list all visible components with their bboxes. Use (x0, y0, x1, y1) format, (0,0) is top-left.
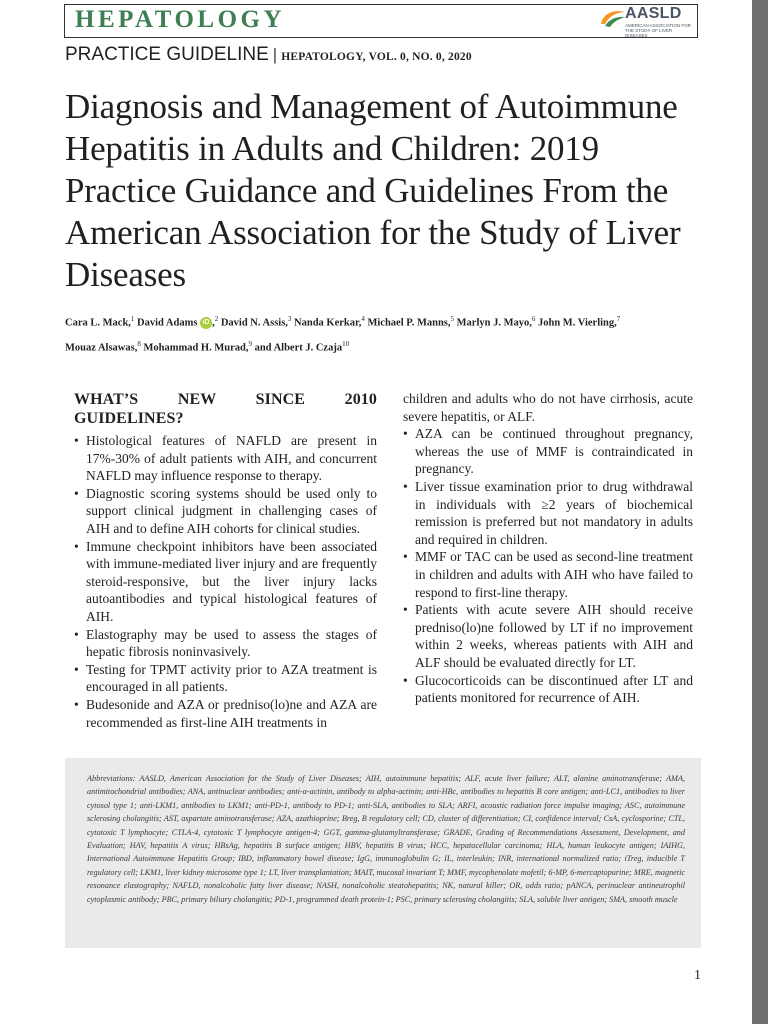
page-number: 1 (694, 968, 701, 983)
author: Mohammad H. Murad, (143, 342, 249, 353)
journal-header (64, 4, 698, 38)
right-column (403, 390, 693, 707)
author: Michael P. Manns, (367, 317, 451, 329)
orcid-icon[interactable]: iD (200, 317, 212, 329)
list-item: • Budesonide and AZA or predniso(lo)ne and AZA are recommended as first-line AIH treatments in (74, 696, 377, 731)
list-item: • Patients with acute severe AIH should receive predniso(lo)ne followed by LT if no improvement within 2 weeks, whereas patients with AIH and ALF should be evaluated directly for LT. (403, 601, 693, 671)
journal-name: HEPATOLOGY (75, 6, 286, 33)
list-item: • AZA can be continued throughout pregnancy, whereas the use of MMF is contraindicated in pregnancy. (403, 425, 693, 478)
list-item: • MMF or TAC can be used as second-line treatment in children and adults with AIH who have failed to respond to first-line therapy. (403, 548, 693, 601)
article-title: Diagnosis and Management of Autoimmune Hepatitis in Adults and Children: 2019 Practice Guidance and Guidelines From the American Association for the Study of Liver Diseases (65, 87, 681, 294)
aasld-leaf-icon (599, 8, 627, 30)
left-column (74, 390, 377, 731)
section-label: PRACTICE GUIDELINE (65, 44, 269, 65)
author: Mouaz Alsawas, (65, 342, 138, 353)
logo-subtext: AMERICAN ASSOCIATION FOR THE STUDY OF LIVER DISEASES (625, 23, 691, 38)
author: David N. Assis, (220, 317, 288, 329)
aasld-logo (599, 6, 695, 36)
affiliation-mark: 7 (616, 315, 621, 323)
list-item: • Elastography may be used to assess the stages of hepatic fibrosis noninvasively. (74, 626, 377, 661)
list-item: • Immune checkpoint inhibitors have been associated with immune-mediated liver injury and are frequently steroid-responsive, but the liver injury lacks autoantibodies and typical histological features of AIH. (74, 538, 377, 626)
affiliation-mark: 10 (342, 339, 350, 348)
author: David Adams (137, 317, 198, 329)
author: Cara L. Mack, (65, 317, 131, 329)
author: John M. Vierling, (538, 317, 617, 329)
section-separator: | (272, 45, 278, 64)
whats-new-list-left (74, 432, 377, 731)
author: Marlyn J. Mayo, (456, 317, 532, 329)
list-item: • Liver tissue examination prior to drug withdrawal in individuals with ≥2 years of biochemical remission is preferred but not mandatory in adults and required in children. (403, 478, 693, 548)
section-heading: WHAT’S NEW SINCE 2010 GUIDELINES? (74, 391, 377, 427)
list-item: • Diagnostic scoring systems should be used only to support clinical judgment in challenging cases of AIH and to define AIH cohorts for clinical studies. (74, 485, 377, 538)
affiliation-mark: 6 (531, 315, 536, 323)
affiliation-mark: 5 (450, 315, 454, 323)
affiliation-mark: 8 (137, 339, 141, 348)
affiliation-mark: 4 (361, 315, 365, 323)
affiliation-mark: 1 (130, 315, 135, 323)
list-item: • Testing for TPMT activity prior to AZA treatment is encouraged in all patients. (74, 661, 377, 696)
abbreviations-box (65, 758, 701, 948)
bullet-continuation: children and adults who do not have cirrhosis, acute severe hepatitis, or ALF. (403, 391, 693, 424)
affiliation-mark: 3 (287, 315, 292, 323)
affiliation-mark: 2 (214, 315, 219, 323)
author: and Albert J. Czaja (254, 342, 343, 353)
logo-wordmark: AASLD (625, 5, 682, 22)
whats-new-list-right (403, 425, 693, 707)
page-edge-strip (752, 0, 768, 1024)
abbreviations-text: Abbreviations: AASLD, American Association for the Study of Liver Diseases; AIH, autoimmune hepatitis; ALF, acute liver failure; ALT, alanine aminotransferase; AMA, antimitochondrial antibodies; ANA, antinuclear antibodies; anti-α-actinin, antibody to alpha-actinin; anti-HBc, antibodies to hepatitis B core antigen; anti-LC1, antibodies to liver cytosol type 1; anti-LKM1, antibodies to LKM1; anti-PD-1, antibody to PD-1; anti-SLA, antibodies to SLA; ARFI, acoustic radiation force impulse imaging; ASC, autoimmune sclerosing cholangitis; AST, aspartate aminotransferase; AZA, azathioprine; Breg, B regulatory cell; CD, cluster of differentiation; CI, confidence interval; CsA, cyclosporine; CTL, cytotoxic T lymphocyte; CTLA-4, cytotoxic T lymphocyte antigen-4; GGT, gamma-glutamyltransferase; GRADE, Grading of Recommendations Assessment, Development, and Evaluation; HAV, hepatitis A virus; HBsAg, hepatitis B surface antigen; HBV, hepatitis B virus; HCC, hepatocellular carcinoma; HLA, human leukocyte antigen; IAIHG, International Autoimmune Hepatitis Group; IBD, inflammatory bowel disease; IgG, immunoglobulin G; IL, interleukin; INR, international normalized ratio; iTreg, inducible T regulatory cell; LKM1, liver kidney microsome type 1; LT, liver transplantation; MAIT, mucosal invariant T; MMF, mycophenolate mofetil; 6-MP, 6-mercaptopurine; MRE, magnetic resonance elastography; NAFLD, nonalcoholic fatty liver disease; NASH, nonalcoholic steatohepatitis; NK, natural killer; OR, odds ratio; pANCA, perinuclear antineutrophil cytoplasmic antibody; PBC, primary biliary cholangitis; PD-1, programmed death protein-1; PSC, primary sclerosing cholangitis; SLA, soluble liver antigen; SMA, smooth muscle (87, 774, 685, 904)
list-item: • Histological features of NAFLD are present in 17%-30% of adult patients with AIH, and concurrent NAFLD may influence response to therapy. (74, 432, 377, 485)
issue-info: HEPATOLOGY, VOL. 0, NO. 0, 2020 (281, 51, 472, 63)
author-list: Cara L. Mack,$^1$ David Adams iD ,$^2$ David N. Assis,$^3$ Nanda Kerkar,$^4$ Michael P. Manns,$^5$ Marlyn J. Mayo,$^6$ John M. Vierling,$^7$ Mouaz Alsawas,$^8$ Mohammad H. Murad,$^9$ and Albert J. Czaja$^{10}$ (65, 315, 621, 353)
section-line (65, 44, 472, 66)
affiliation-mark: 9 (248, 339, 252, 348)
list-item: • Glucocorticoids can be discontinued after LT and patients monitored for recurrence of AIH. (403, 672, 693, 707)
author: Nanda Kerkar, (294, 317, 362, 329)
